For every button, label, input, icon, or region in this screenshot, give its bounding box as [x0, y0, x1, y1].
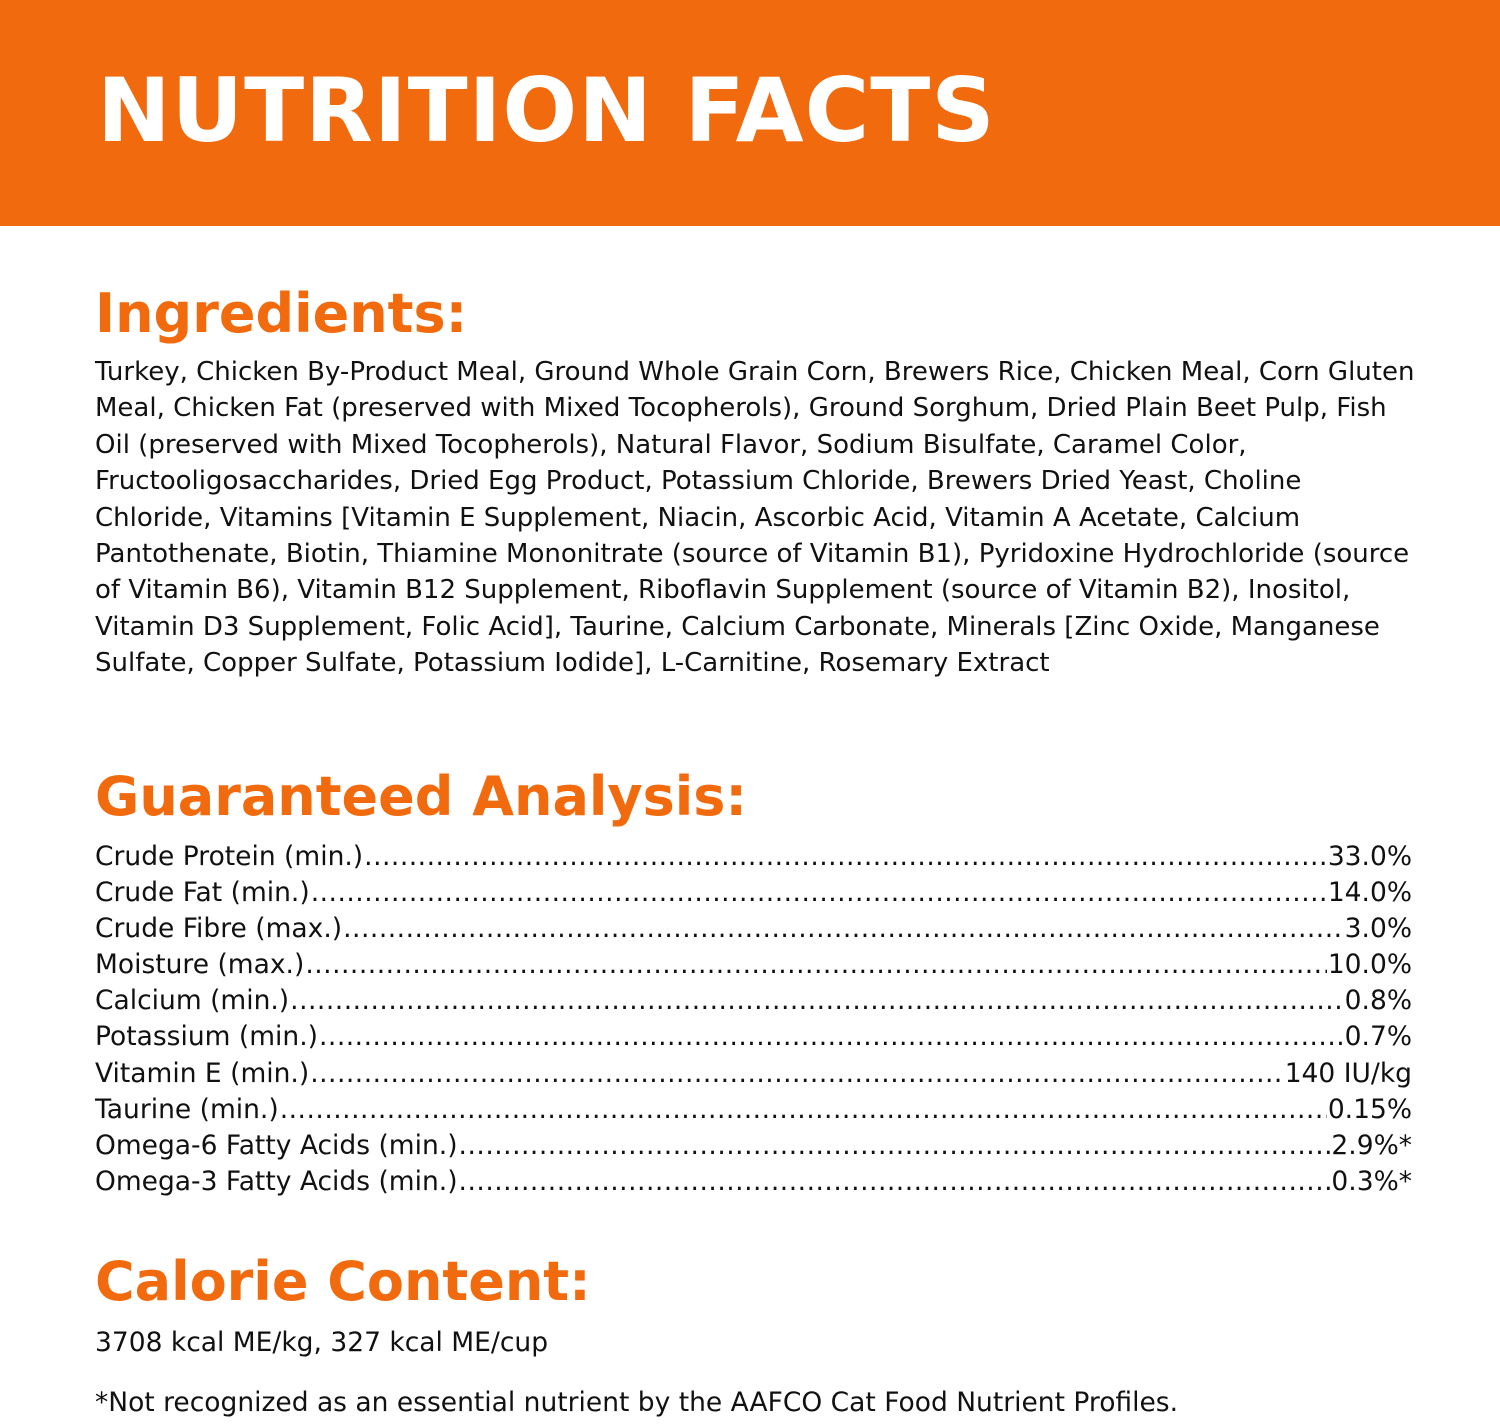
analysis-row-moisture	[95, 947, 1412, 983]
analysis-label: Moisture (max.)	[95, 949, 305, 981]
calorie-content-text: 3708 kcal ME/kg, 327 kcal ME/cup	[95, 1327, 549, 1358]
dot-leader	[311, 875, 1327, 911]
analysis-row-taurine	[95, 1092, 1412, 1128]
analysis-label: Potassium (min.)	[95, 1021, 318, 1053]
analysis-label: Vitamin E (min.)	[95, 1057, 310, 1089]
page-title: NUTRITION FACTS	[97, 59, 996, 162]
dot-leader	[280, 1092, 1327, 1128]
header-banner	[0, 0, 1500, 226]
dot-leader	[459, 1128, 1331, 1164]
analysis-row-crude-fat	[95, 875, 1412, 911]
ingredients-text: Turkey, Chicken By-Product Meal, Ground Whole Grain Corn, Brewers Rice, Chicken Meal, Corn Gluten Meal, Chicken Fat (preserved with Mixed Tocopherols), Ground Sorghum, Dried Plain Beet Pulp, Fish Oil (preserved with Mixed Tocopherols), Natural Flavor, Sodium Bisulfate, Caramel Color, Fructooligosaccharides, Dried Egg Product, Potassium Chloride, Brewers Dried Yeast, Choline Chloride, Vitamins [Vitamin E Supplement, Niacin, Ascorbic Acid, Vitamin A Acetate, Calcium Pantothenate, Biotin, Thiamine Mononitrate (source of Vitamin B1), Pyridoxine Hydrochloride (source of Vitamin B6), Vitamin B12 Supplement, Riboflavin Supplement (source of Vitamin B2), Inositol, Vitamin D3 Supplement, Folic Acid], Taurine, Calcium Carbonate, Minerals [Zinc Oxide, Manganese Sulfate, Copper Sulfate, Potassium Iodide], L-Carnitine, Rosemary Extract	[95, 357, 1415, 679]
analysis-value: 2.9%*	[1331, 1129, 1412, 1161]
dot-leader	[343, 911, 1344, 947]
analysis-value: 3.0%	[1344, 913, 1412, 945]
analysis-row-potassium	[95, 1019, 1412, 1055]
analysis-label: Omega-3 Fatty Acids (min.)	[95, 1165, 458, 1197]
analysis-row-crude-fibre	[95, 911, 1412, 947]
analysis-label: Taurine (min.)	[95, 1093, 279, 1125]
dot-leader	[459, 1164, 1331, 1200]
analysis-row-omega-3	[95, 1164, 1412, 1200]
analysis-label: Calcium (min.)	[95, 985, 290, 1017]
analysis-label: Omega-6 Fatty Acids (min.)	[95, 1129, 458, 1161]
dot-leader	[310, 1056, 1284, 1092]
ingredients-heading: Ingredients:	[95, 282, 468, 345]
analysis-value: 0.3%*	[1331, 1165, 1412, 1197]
analysis-value: 33.0%	[1327, 841, 1412, 872]
analysis-value: 14.0%	[1327, 877, 1412, 909]
analysis-value: 0.7%	[1344, 1021, 1412, 1053]
analysis-row-crude-protein	[95, 839, 1412, 875]
dot-leader	[364, 839, 1327, 875]
analysis-row-vitamin-e	[95, 1056, 1412, 1092]
analysis-row-omega-6	[95, 1128, 1412, 1164]
analysis-value: 0.15%	[1327, 1093, 1412, 1125]
guaranteed-analysis-list	[95, 839, 1412, 1200]
calorie-content-heading: Calorie Content:	[95, 1250, 591, 1313]
analysis-label: Crude Protein (min.)	[95, 841, 364, 872]
analysis-label: Crude Fat (min.)	[95, 877, 310, 909]
analysis-label: Crude Fibre (max.)	[95, 913, 343, 945]
dot-leader	[290, 983, 1344, 1019]
guaranteed-analysis-heading: Guaranteed Analysis:	[95, 765, 748, 828]
analysis-value: 10.0%	[1327, 949, 1412, 981]
analysis-value: 140 IU/kg	[1284, 1057, 1412, 1089]
dot-leader	[305, 947, 1327, 983]
footnote-text: *Not recognized as an essential nutrient by the AAFCO Cat Food Nutrient Profiles.	[95, 1387, 1179, 1418]
analysis-value: 0.8%	[1344, 985, 1412, 1017]
analysis-row-calcium	[95, 983, 1412, 1019]
dot-leader	[319, 1019, 1344, 1055]
